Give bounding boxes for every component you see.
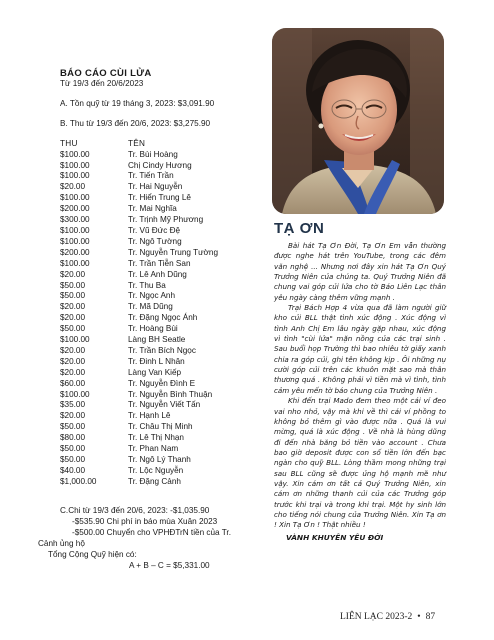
donor-name: Tr. Ngọc Anh — [128, 291, 176, 301]
donor-name: Tr. Lê Anh Dũng — [128, 269, 187, 279]
donation-amount: $20.00 — [60, 367, 86, 377]
amount-column-header: THU — [60, 138, 78, 148]
donation-row — [60, 215, 258, 226]
donation-amount: $80.00 — [60, 433, 86, 443]
donor-name: Tr. Bùi Hoàng — [128, 149, 178, 159]
donation-row — [60, 379, 258, 390]
donor-name: Tr. Phan Nam — [128, 444, 179, 454]
donation-row — [60, 291, 258, 302]
donor-name: Tr. Đinh L Nhân — [128, 356, 185, 366]
donation-amount: $60.00 — [60, 378, 86, 388]
donation-amount: $1,000.00 — [60, 476, 97, 486]
donation-amount: $20.00 — [60, 313, 86, 323]
donor-name: Tr. Lê Thị Nhạn — [128, 433, 184, 443]
footer-separator: • — [417, 612, 421, 622]
donation-row — [60, 390, 258, 401]
donation-row — [60, 466, 258, 477]
donor-name: Tr. Mã Dũng — [128, 302, 173, 312]
report-summary — [38, 506, 263, 571]
donation-row — [60, 411, 258, 422]
donation-row — [60, 150, 258, 161]
article-column — [274, 220, 446, 542]
fund-current-value: A + B – C = $5,331.00 — [129, 560, 210, 570]
donation-row — [60, 259, 258, 270]
income-total: B. Thu từ 19/3 đến 20/6, 2023: $3,275.90 — [60, 118, 211, 128]
donor-name: Tr. Tiến Trần — [128, 171, 174, 181]
donation-amount: $20.00 — [60, 302, 86, 312]
donation-row — [60, 193, 258, 204]
donor-name: Chị Cindy Hương — [128, 160, 192, 170]
donation-amount: $100.00 — [60, 335, 90, 345]
article-title: TẠ ƠN — [274, 220, 325, 237]
donation-row — [60, 226, 258, 237]
donation-row — [60, 400, 258, 411]
donor-name: Tr. Lộc Nguyễn — [128, 465, 184, 475]
donation-amount: $20.00 — [60, 356, 86, 366]
donor-name: Tr. Đặng Cảnh — [128, 476, 181, 486]
donation-row — [60, 313, 258, 324]
donation-row — [60, 270, 258, 281]
expense-item-transfer-cont: Cảnh ủng hộ — [38, 538, 85, 548]
donor-name: Tr. Nguyễn Trung Tường — [128, 247, 219, 257]
donation-amount: $100.00 — [60, 236, 90, 246]
donation-amount: $50.00 — [60, 444, 86, 454]
donation-amount: $40.00 — [60, 465, 86, 475]
report-period: Từ 19/3 đến 20/6/2023 — [60, 79, 144, 88]
donation-amount: $20.00 — [60, 269, 86, 279]
donation-amount: $200.00 — [60, 247, 90, 257]
donor-name: Tr. Vũ Đức Đệ — [128, 225, 181, 235]
portrait-photo — [272, 28, 444, 214]
donation-amount: $20.00 — [60, 411, 86, 421]
donation-amount: $100.00 — [60, 225, 90, 235]
donation-row — [60, 357, 258, 368]
donor-name: Tr. Trịnh Mỹ Phương — [128, 215, 204, 225]
page-footer — [340, 612, 435, 622]
donation-header — [60, 139, 258, 150]
donor-name: Tr. Hai Nguyễn — [128, 182, 183, 192]
report-column — [38, 68, 258, 488]
donation-row — [60, 444, 258, 455]
donation-list — [38, 150, 258, 488]
expense-total: C.Chi từ 19/3 đến 20/6, 2023: -$1,035.90 — [60, 506, 210, 515]
donation-amount: $50.00 — [60, 291, 86, 301]
donation-row — [60, 281, 258, 292]
donation-row — [60, 237, 258, 248]
page-number: 87 — [425, 612, 436, 622]
donation-row — [60, 335, 258, 346]
donor-name: Tr. Hiển Trung Lê — [128, 193, 191, 203]
article-paragraph-2: Trại Bách Hợp 4 vừa qua đã làm người giữ kho củi BLL thật tình xúc động . Xúc động vì tình Anh Chị Em lâu ngày gặp nhau, xúc động vì tình "cùi lửa" mặn nồng của các trại sinh . Sau buổi họp Trường thì bao nhiêu tờ giấy xanh chia ra góp củi, ghi tên không kịp . Ôi những nụ cười góp củi trên các khuôn mặt sao mà thân thương quá . Không phải vì tiền mà vì tình, tình cảm yêu mến tờ báo chung của Trưởng Niên . — [274, 303, 446, 395]
donation-amount: $50.00 — [60, 422, 86, 432]
donation-row — [60, 455, 258, 466]
article-paragraph-3: Khi đến trại Mado đem theo một cái ví đeo vai nho nhỏ, vậy mà khi về thì cái ví phồng to không bỏ thêm gì vào được nữa . Quá là vui mừng, quá là xúc động . Về nhà là hùng dũng đi đến nhà băng bỏ tiền vào account . Chưa bao giờ deposit được con số tiền lớn đến bạc ngàn cho quỹ BLL. Lòng thầm mong những trại sau BLL cũng sẽ được ủng hộ mạnh mẽ như vậy. Xin cám ơn tất cả Quý Trưởng Niên, xin cám ơn những thanh củi của các Trưởng góp trước khi trại và trong khi trại. Một hy sinh lớn cho tiếng nói chung của Trưởng Niên. Xin Tạ ơn ! Xin Tạ Ơn ! Thật nhiều ! — [274, 396, 446, 530]
donation-row — [60, 477, 258, 488]
donation-amount: $50.00 — [60, 324, 86, 334]
donation-amount: $50.00 — [60, 455, 86, 464]
donor-name: Tr. Đặng Ngọc Ánh — [128, 313, 198, 323]
donation-row — [60, 204, 258, 215]
donor-name: Tr. Ngô Lý Thanh — [128, 455, 191, 464]
donation-amount: $100.00 — [60, 193, 90, 203]
donation-amount: $35.00 — [60, 400, 86, 410]
donation-amount: $100.00 — [60, 171, 90, 181]
fund-start: A. Tồn quỹ từ 19 tháng 3, 2023: $3,091.90 — [60, 98, 215, 108]
donor-name: Tr. Ngô Tường — [128, 236, 182, 246]
donation-row — [60, 171, 258, 182]
donor-name: Tr. Nguyễn Đình E — [128, 378, 196, 388]
donor-name: Tr. Hạnh Lê — [128, 411, 171, 421]
publication-name: LIÊN LẠC 2023-2 — [340, 612, 413, 622]
donation-row — [60, 433, 258, 444]
donation-row — [60, 346, 258, 357]
donation-row — [60, 248, 258, 259]
donor-name: Tr. Trần Tiễn San — [128, 258, 191, 268]
article-paragraph-1: Bài hát Tạ Ơn Đời, Tạ Ơn Em vẫn thường được nghe hát trên YouTube, trong các đêm văn nghệ ... Nhưng nơi đây xin hát Tạ Ơn Quý Trưởng Niên của chúng ta. Quý Trưởng Niên đã chung vai góp củi lửa cho tờ Báo Liên Lạc thân yêu ngày càng thêm vững mạnh . — [274, 241, 446, 302]
fund-current-label: Tổng Cộng Quỹ hiện có: — [48, 549, 137, 559]
donation-amount: $100.00 — [60, 389, 90, 399]
donation-amount: $300.00 — [60, 215, 90, 225]
donation-amount: $100.00 — [60, 149, 90, 159]
name-column-header: TÊN — [128, 138, 146, 148]
donation-amount: $200.00 — [60, 204, 90, 214]
donor-name: Tr. Thu Ba — [128, 280, 166, 290]
donation-row — [60, 422, 258, 433]
donor-name: Tr. Nguyễn Viết Tấn — [128, 400, 201, 410]
donor-name: Tr. Hoàng Bùi — [128, 324, 178, 334]
donation-amount: $20.00 — [60, 182, 86, 192]
donation-amount: $100.00 — [60, 160, 90, 170]
donor-name: Làng BH Seatle — [128, 335, 186, 345]
donation-amount: $100.00 — [60, 258, 90, 268]
donor-name: Tr. Nguyễn Bình Thuận — [128, 389, 213, 399]
donor-name: Tr. Mai Nghĩa — [128, 204, 177, 214]
expense-item-print: -$535.90 Chi phí in báo mùa Xuân 2023 — [72, 516, 218, 526]
article-author: VÀNH KHUYÊN YÊU ĐỜI — [286, 532, 384, 542]
donor-name: Tr. Châu Thị Minh — [128, 422, 193, 432]
donation-row — [60, 302, 258, 313]
donor-name: Làng Van Kiếp — [128, 367, 182, 377]
donor-name: Tr. Trần Bích Ngọc — [128, 345, 196, 355]
donation-amount: $50.00 — [60, 280, 86, 290]
donation-row — [60, 182, 258, 193]
donation-row — [60, 324, 258, 335]
donation-amount: $20.00 — [60, 345, 86, 355]
donation-row — [60, 161, 258, 172]
donation-row — [60, 368, 258, 379]
expense-item-transfer: -$500.00 Chuyển cho VPHĐTrN tiền của Tr. — [72, 527, 231, 537]
report-title: BÁO CÁO CÙI LỬA — [60, 68, 152, 79]
